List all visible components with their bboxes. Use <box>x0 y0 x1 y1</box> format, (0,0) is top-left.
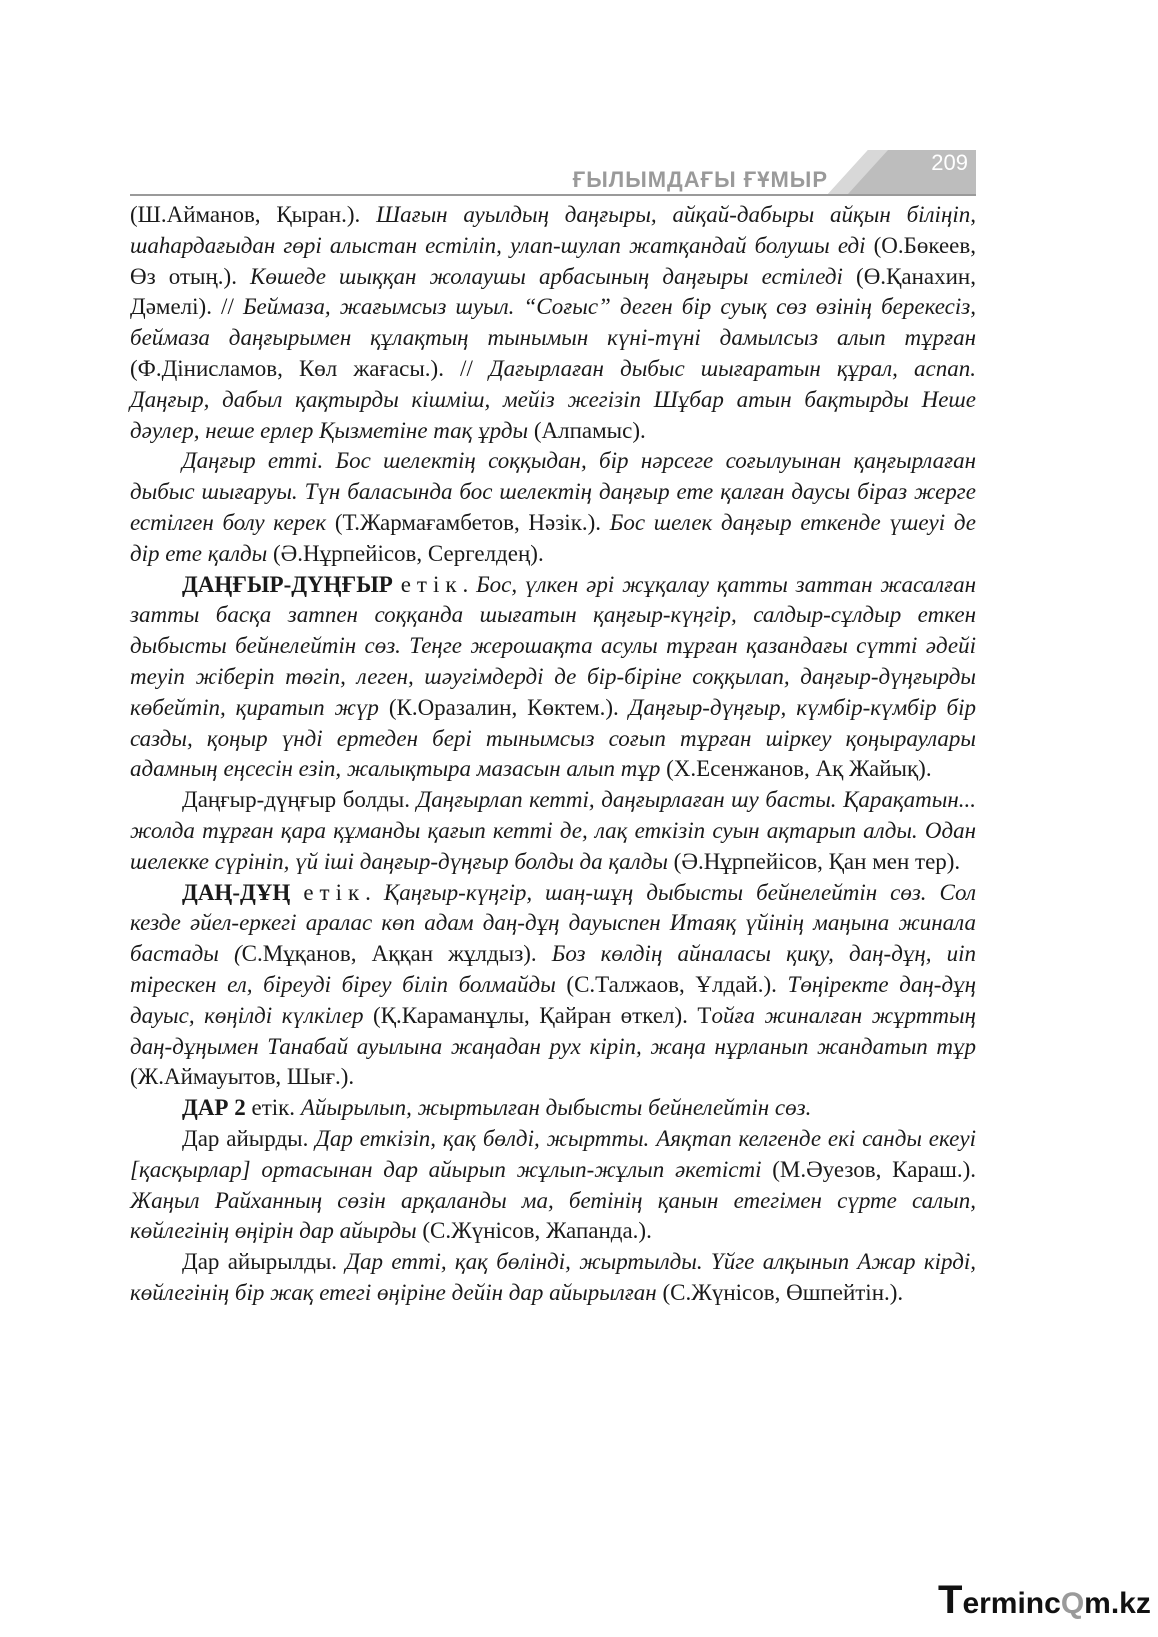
source-text: Дар айырды. <box>182 1125 316 1151</box>
logo-text-end: m.kz <box>1084 1587 1151 1620</box>
logo-initial: T <box>938 1578 963 1622</box>
headword: ДАР 2 <box>182 1095 246 1121</box>
headword: ДАҢҒЫР-ДҮҢҒЫР <box>182 571 393 597</box>
source-text: (Х.Есенжанов, Ақ Жайық). <box>660 756 932 782</box>
example-text: Бос шелек даңғыр еткенде үшеуі де дір ете қалды <box>130 509 976 566</box>
running-header <box>130 148 976 196</box>
example-text: Беймаза, жағымсыз шуыл. “Соғыс” деген бір суық сөз өзінің берекесіз, беймаза даңғырымен құлақтың тынымын күні-түні дамылсыз алып тұрған <box>130 294 976 351</box>
source-text: етік. <box>245 1095 301 1121</box>
source-text: (С.Талжаов, Ұлдай.). <box>555 971 788 997</box>
source-text: (Алпамыс). <box>528 417 646 443</box>
header-rule <box>130 194 976 196</box>
source-text: (М.Әуезов, Караш.). <box>761 1156 976 1182</box>
example-text: Даңғыр етті. Бос шелектің соққыдан, бір нәрсеге соғылуынан қаңғырлаған дыбыс шығаруы. Түн баласында бос шелектің даңғыр ете қалған даусы біраз жерге естілген болу керек <box>130 448 976 535</box>
entry-paragraph <box>130 785 976 877</box>
dictionary-entries <box>130 200 976 1309</box>
example-text: Айырылып, жыртылған дыбысты бейнелейтін сөз. <box>300 1095 812 1121</box>
source-text: . <box>365 879 384 905</box>
source-text: (К.Оразалин, Көктем.). <box>378 694 629 720</box>
example-text: Даңғыр-дүңғыр, күмбір-күмбір бір сазды, қоңыр үнді ертеден бері тынымсыз соғып тұрған шіркеу қоңыраулары адамның еңсесін езіп, жалықтыра мазасын алып тұр <box>130 694 976 782</box>
part-of-speech: етік <box>303 879 366 905</box>
source-text: (О.Бөкеев, Өз отың.). <box>130 232 976 289</box>
source-text <box>290 880 303 905</box>
source-text: (Ш.Айманов, Қыран.). <box>130 202 377 227</box>
source-text: (Ә.Нұрпейісов, Қан мен тер). <box>667 848 961 874</box>
source-text <box>393 572 401 597</box>
source-text: (Ө.Қанахин, Дәмелі). // <box>130 263 976 320</box>
source-text: . <box>462 571 477 597</box>
example-text: Даңғырлап кетті, даңғырлаған шу басты. Қарақатын... жолда тұрған қара құманды қағып кетті де, лақ еткізіп суын ақтарып алды. Одан шелекке сүрініп, үй іші даңғыр-дүңғыр болды да қалды <box>130 787 976 874</box>
example-text: ойға жиналған жұрттың даң-дұңымен Танабай ауылына жаңадан рух кіріп, жаңа нұрланып жандатып тұр <box>130 1002 976 1059</box>
source-text: (С.Жүнісов, Жапанда.). <box>416 1218 652 1244</box>
entry-paragraph <box>130 570 976 786</box>
logo-text-start: erminc <box>962 1587 1061 1620</box>
entry-paragraph <box>130 1247 976 1309</box>
source-text: Даңғыр-дүңғыр болды. <box>182 787 417 813</box>
example-text: Жаңыл Райханның сөзін арқаланды ма, бетінің қанын етегімен сүрте салып, көйлегінің өңірін дар айырды <box>130 1187 976 1244</box>
entry-paragraph <box>130 200 976 446</box>
entry-paragraph <box>130 1124 976 1247</box>
example-text: Дағырлаған дыбыс шығаратын құрал, аспап. Даңғыр, дабыл қақтырды кішміш, мейіз жегізіп Шұбар атын бақтырды Неше дәулер, неше ерлер Қызметіне тақ ұрды <box>130 355 976 443</box>
entry-paragraph <box>130 878 976 1094</box>
example-text: Қаңғыр-күңгір, шаң-шұң дыбысты бейнелейтін сөз. Сол кезде әйел-еркегі аралас көп адам даң-дұң дауыспен Итаяқ үйінің маңына жинала бастады ( <box>130 879 977 967</box>
page-number: 209 <box>931 150 968 175</box>
example-text: Дар етті, қақ бөлінді, жыртылды. Үйге алқынып Ажар кірді, көйлегінің бір жақ етегі өңіріне дейін дар айырылған <box>130 1249 976 1305</box>
example-text: Бос, үлкен әрі жұқалау қатты заттан жасалған затты басқа затпен соққанда шығатын қаңғыр-күңгір, салдыр-сұлдыр еткен дыбысты бейнелейтін сөз. Теңге жерошақта асулы тұрған қазандағы сүтті әдейі теуіп жіберіп төгіп, леген, шәугімдерді де бір-біріне соққылап, даңғыр-дүңғырды көбейтіп, қиратып жүр <box>130 571 977 720</box>
example-text: Дар еткізіп, қақ бөлді, жыртты. Аяқтап келгенде екі санды екеуі [қасқырлар] ортасынан дар айырып жұлып-жұлып әкетісті <box>130 1125 976 1182</box>
logo-magnifier-icon: Q <box>1060 1587 1085 1620</box>
entry-paragraph <box>130 1093 976 1124</box>
source-text: С.Мұқанов, Аққан жұлдыз). <box>241 941 552 967</box>
example-text: Төңіректе даң-дұң дауыс, көңілді күлкілер <box>130 971 977 1028</box>
source-text: (Ә.Нұрпейісов, Сергелдең). <box>267 540 544 566</box>
example-text: Боз көлдің айналасы қиқу, даң-дұң, иіп тірескен ел, біреуді біреу біліп болмайды <box>130 941 976 997</box>
source-text: (Қ.Караманұлы, Қайран өткел). Т <box>363 1002 712 1028</box>
part-of-speech: етік <box>400 571 463 597</box>
watermark-logo <box>938 1578 1151 1622</box>
source-text: (Ж.Аймауытов, Шығ.). <box>130 1064 355 1090</box>
source-text: Дар айырылды. <box>182 1249 346 1275</box>
source-text: (Ф.Дінисламов, Көл жағасы.). // <box>130 355 489 381</box>
headword: ДАҢ-ДҰҢ <box>182 879 291 905</box>
source-text: (С.Жүнісов, Өшпейтін.). <box>656 1279 904 1305</box>
example-text: Шағын ауылдың даңғыры, айқай-дабыры айқын біліңіп, шаһардағыдан гөрі алыстан естіліп, улап-шулап жатқандай болушы еді <box>130 202 976 258</box>
example-text: Көшеде шыққан жолаушы арбасының даңғыры естіледі <box>250 263 843 289</box>
source-text: (Т.Жармағамбетов, Нәзік.). <box>326 509 610 535</box>
header-title: ҒЫЛЫМДАҒЫ ҒҰМЫР <box>572 167 828 192</box>
entry-paragraph <box>130 446 976 569</box>
